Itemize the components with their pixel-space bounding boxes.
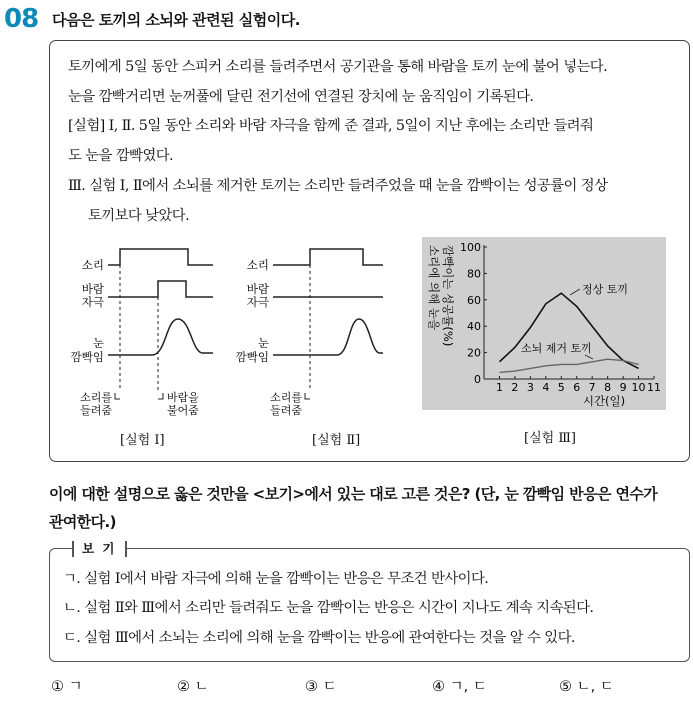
annot-sound-1: 소리를 [270,391,302,404]
passage-line-5: Ⅲ. 실험 Ⅰ, Ⅱ에서 소뇌를 제거한 토끼는 소리만 들려주었을 때 눈을 깜빡이는 성공률이 정상 [68,178,608,194]
annot-sound-2: 들려줌 [270,404,302,417]
x-tick-label: 1 [495,381,503,394]
choice-1[interactable]: ① ㄱ [51,679,83,695]
wind-trace [108,281,213,297]
caption-experiment2: [실험 Ⅱ] [312,433,361,448]
x-tick-label: 8 [604,381,612,394]
choice-5[interactable]: ⑤ ㄴ, ㄷ [559,679,614,695]
caption-experiment1: [실험 Ⅰ] [120,433,165,448]
experiment-box [49,40,690,462]
label-blink-1: 눈 [92,336,104,350]
label-wind-1: 바람 [246,282,269,296]
y-tick-label: 100 [460,241,481,254]
y-tick-label: 20 [467,346,481,360]
passage-line-1: 토끼에게 5일 동안 스피커 소리를 들려주면서 공기관을 통해 바람을 토끼 눈에 불어 넣는다. [68,59,608,75]
annot-sound-1: 소리를 [80,391,112,404]
x-tick-label: 11 [647,381,661,394]
passage-line-3: [실험] Ⅰ, Ⅱ. 5일 동안 소리와 바람 자극을 함께 준 결과, 5일이 지난 후에는 소리만 들려줘 [68,118,594,134]
y-tick-label: 40 [467,320,481,334]
bogi-item-2: ㄴ. 실험 Ⅱ와 Ⅲ에서 소리만 들려줘도 눈을 깜빡이는 반응은 시간이 지나도 계속 지속된다. [63,600,594,616]
label-wind-2: 자극 [246,295,269,309]
passage-line-2: 눈을 깜빡거리면 눈꺼풀에 달린 전기선에 연결된 장치에 눈 움직임이 기록된다. [68,89,534,105]
annot-wind-1: 바람을 [167,391,199,404]
label-sound: 소리 [246,258,269,272]
x-tick-label: 7 [588,381,596,394]
y-tick-label: 80 [467,267,481,281]
question-number: 08 [4,4,39,34]
chart-ylabel-2: 소리에 의해 눈을 [427,245,441,331]
series-label-normal: 정상 토끼 [582,283,629,296]
label-blink-2: 깜빡임 [235,350,269,364]
annot-sound-2: 들려줌 [80,404,112,417]
experiment3-chart [422,237,666,410]
blink-trace [273,319,383,355]
x-tick-label: 9 [619,381,627,394]
label-blink-2: 깜빡임 [70,350,104,364]
label-blink-1: 눈 [257,336,269,350]
passage-line-4: 도 눈을 깜빡였다. [68,148,174,164]
label-wind-2: 자극 [81,295,104,309]
bogi-box [49,541,690,662]
x-tick-label: 4 [542,381,550,394]
chart-xlabel: 시간(일) [582,394,626,408]
annot-wind-2: 불어줌 [167,404,199,417]
x-tick-label: 2 [511,381,519,394]
bogi-title: 보 기 [72,541,127,557]
bogi-item-3: ㄷ. 실험 Ⅲ에서 소뇌는 소리에 의해 눈을 깜빡이는 반응에 관여한다는 것을 알 수 있다. [63,630,575,646]
experiment2-diagram [233,239,403,429]
label-sound: 소리 [81,258,104,272]
y-tick-label: 60 [467,293,481,307]
x-tick-label: 10 [631,381,646,394]
caption-experiment3: [실험 Ⅲ] [524,431,576,446]
prompt-line-1: 이에 대한 설명으로 옳은 것만을 <보기>에서 있는 대로 고른 것은? (단, 눈 깜빡임 반응은 연수가 [49,485,658,503]
bogi-item-1: ㄱ. 실험 Ⅰ에서 바람 자극에 의해 눈을 깜빡이는 반응은 무조건 반사이다. [63,571,489,587]
y-tick-label: 0 [474,373,481,386]
label-wind-1: 바람 [81,282,104,296]
prompt-line-2: 관여한다.) [49,513,116,531]
blink-trace [108,319,213,355]
question-title: 다음은 토끼의 소뇌와 관련된 실험이다. [52,11,300,29]
chart-ylabel-1: 깜빡이는 성공률(%) [441,245,455,347]
passage-line-6: 토끼보다 낮았다. [88,208,190,224]
choice-2[interactable]: ② ㄴ [177,679,209,695]
x-tick-label: 6 [573,381,581,394]
sound-trace [273,249,383,265]
sound-trace [108,249,213,265]
choice-4[interactable]: ④ ㄱ, ㄷ [432,679,487,695]
experiment1-diagram [68,239,238,429]
choice-3[interactable]: ③ ㄷ [305,679,337,695]
x-tick-label: 3 [526,381,534,394]
series-label-removed: 소뇌 제거 토끼 [521,342,592,355]
x-tick-label: 5 [557,381,565,394]
